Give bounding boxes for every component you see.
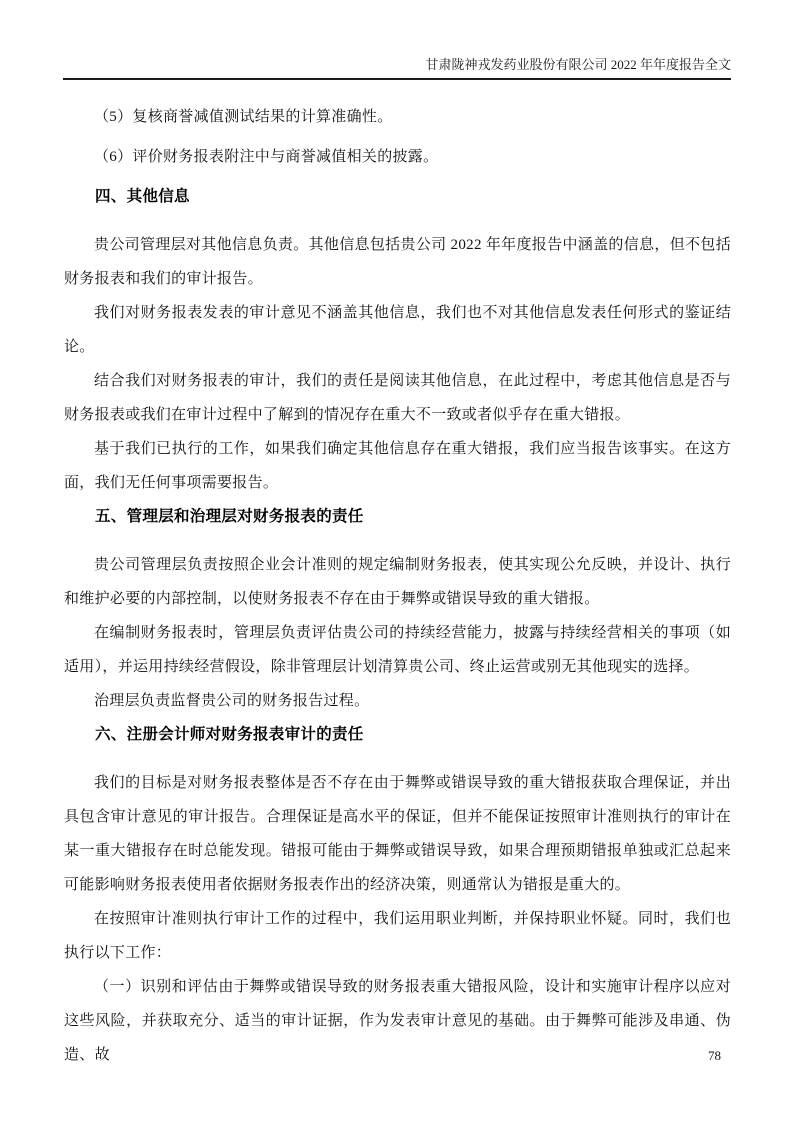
paragraph-management-duty-1: 贵公司管理层负责按照企业会计准则的规定编制财务报表，使其实现公允反映，并设计、执行和维护必要的内部控制，以使财务报表不存在由于舞弊或错误导致的重大错报。 xyxy=(64,557,731,607)
document-content xyxy=(64,80,731,1072)
paragraph-auditor-duty-3: （一）识别和评估由于舞弊或错误导致的财务报表重大错报风险，设计和实施审计程序以应对这些风险，并获取充分、适当的审计证据，作为发表审计意见的基础。由于舞弊可能涉及串通、伪造、故 xyxy=(64,979,731,1063)
paragraph-other-info-1: 贵公司管理层对其他信息负责。其他信息包括贵公司 2022 年年度报告中涵盖的信息，但不包括财务报表和我们的审计报告。 xyxy=(64,237,731,287)
paragraph-management-duty-2: 在编制财务报表时，管理层负责评估贵公司的持续经营能力，披露与持续经营相关的事项（如适用），并运用持续经营假设，除非管理层计划清算贵公司、终止运营或别无其他现实的选择。 xyxy=(64,625,731,675)
paragraph-other-info-4: 基于我们已执行的工作，如果我们确定其他信息存在重大错报，我们应当报告该事实。在这方面，我们无任何事项需要报告。 xyxy=(64,441,731,491)
numbered-item-6: （6）评价财务报表附注中与商誉减值相关的披露。 xyxy=(94,149,439,165)
page-footer xyxy=(708,1048,721,1064)
paragraph-auditor-duty-1: 我们的目标是对财务报表整体是否不存在由于舞弊或错误导致的重大错报获取合理保证，并出具包含审计意见的审计报告。合理保证是高水平的保证，但并不能保证按照审计准则执行的审计在某一重大错报存在时总能发现。错报可能由于舞弊或错误导致，如果合理预期错报单独或汇总起来可能影响财务报表使用者依据财务报表作出的经济决策，则通常认为错报是重大的。 xyxy=(64,775,731,893)
paragraph-other-info-3: 结合我们对财务报表的审计，我们的责任是阅读其他信息，在此过程中，考虑其他信息是否与财务报表或我们在审计过程中了解到的情况存在重大不一致或者似乎存在重大错报。 xyxy=(64,373,731,423)
paragraph-management-duty-3: 治理层负责监督贵公司的财务报告过程。 xyxy=(94,693,370,709)
paragraph-other-info-2: 我们对财务报表发表的审计意见不涵盖其他信息，我们也不对其他信息发表任何形式的鉴证结论。 xyxy=(64,305,731,355)
section-heading-other-info: 四、其他信息 xyxy=(95,188,190,205)
section-heading-management-duty: 五、管理层和治理层对财务报表的责任 xyxy=(95,508,364,525)
paragraph-auditor-duty-2: 在按照审计准则执行审计工作的过程中，我们运用职业判断，并保持职业怀疑。同时，我们也执行以下工作： xyxy=(64,911,731,961)
section-heading-auditor-duty: 六、注册会计师对财务报表审计的责任 xyxy=(95,726,364,743)
numbered-item-5: （5）复核商誉减值测试结果的计算准确性。 xyxy=(94,109,393,125)
header-title: 甘肃陇神戎发药业股份有限公司 2022 年年度报告全文 xyxy=(425,57,731,72)
page-number: 78 xyxy=(708,1048,721,1063)
page-header xyxy=(63,56,731,80)
